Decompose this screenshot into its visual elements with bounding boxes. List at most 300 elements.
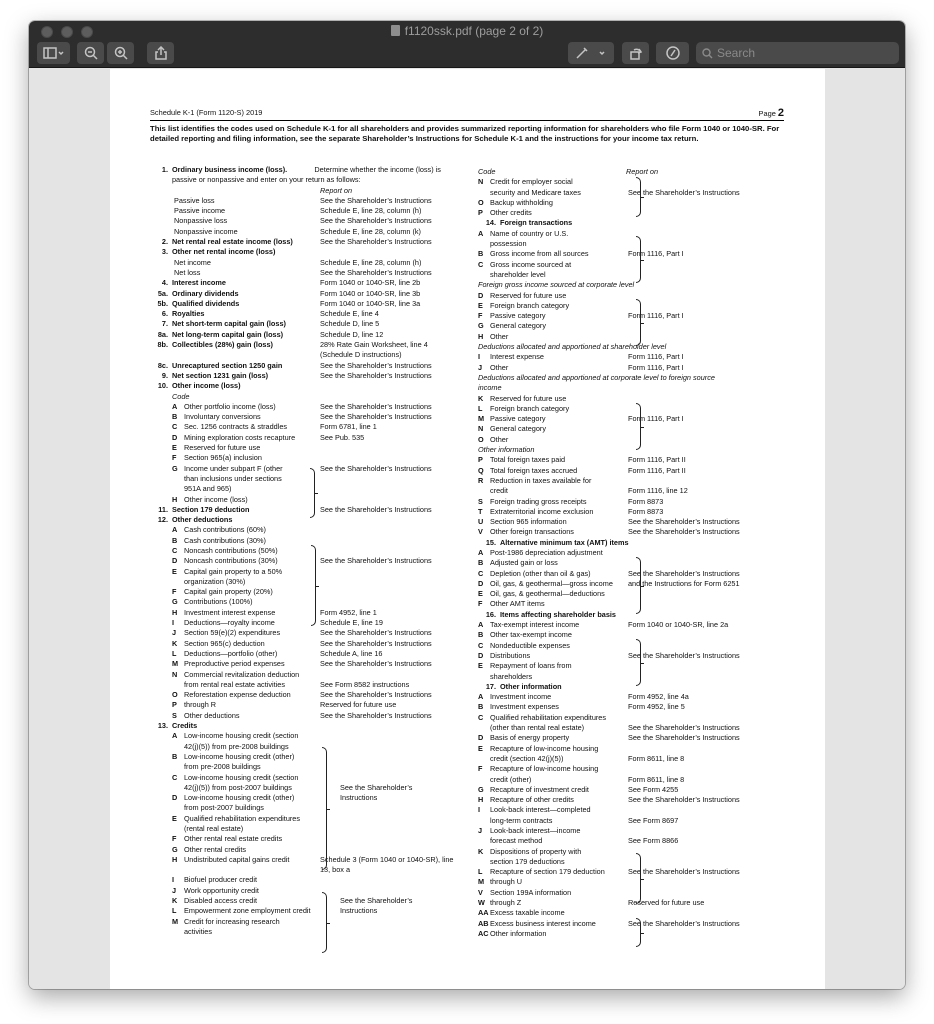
report-on: Form 6781, line 1 bbox=[320, 422, 377, 432]
code-letter: Q bbox=[478, 465, 484, 475]
code-description: from rental real estate activities bbox=[184, 679, 285, 689]
doc-row bbox=[150, 721, 470, 731]
brace bbox=[311, 545, 316, 626]
code-description: from pre-2008 buildings bbox=[184, 762, 261, 772]
code-description: Noncash contributions (30%) bbox=[184, 556, 278, 566]
report-on: See the Shareholder’s Instructions bbox=[320, 638, 432, 648]
subsection-heading: income bbox=[478, 383, 502, 393]
line-heading: Net short-term capital gain (loss) bbox=[172, 319, 286, 329]
report-on: See the Shareholder’s Instructions bbox=[320, 195, 432, 205]
code-description: Disabled access credit bbox=[184, 896, 258, 906]
code-description: Passive category bbox=[490, 311, 546, 321]
doc-row bbox=[150, 536, 470, 546]
page-header bbox=[150, 105, 784, 121]
code-letter: J bbox=[478, 826, 483, 835]
code-letter: H bbox=[172, 854, 178, 864]
doc-row bbox=[150, 587, 470, 597]
item-label: Net loss bbox=[174, 267, 201, 277]
doc-row bbox=[150, 803, 470, 813]
line-number: 14. bbox=[485, 218, 496, 228]
code-letter: H bbox=[478, 795, 484, 805]
code-description: Recapture of investment credit bbox=[490, 784, 589, 794]
pdf-page bbox=[110, 69, 825, 989]
report-on: See Form 4255 bbox=[628, 784, 679, 794]
doc-row bbox=[150, 927, 470, 937]
code-letter: L bbox=[172, 648, 177, 658]
code-letter: O bbox=[478, 434, 484, 444]
doc-row bbox=[478, 723, 798, 733]
code-letter: D bbox=[478, 290, 484, 300]
report-on: See the Shareholder’s Instructions bbox=[320, 267, 432, 277]
code-description: Investment interest expense bbox=[184, 607, 276, 617]
markup-pen-button[interactable] bbox=[568, 42, 614, 64]
code-letter: C bbox=[478, 568, 484, 578]
doc-row bbox=[150, 216, 470, 226]
code-description: Recapture of low-income housing bbox=[490, 743, 599, 753]
doc-row bbox=[150, 649, 470, 659]
report-on: See Form 8582 instructions bbox=[320, 679, 410, 689]
code-letter: V bbox=[478, 887, 483, 897]
code-description: Capital gain property to a 50% bbox=[184, 566, 283, 576]
line-number: 4. bbox=[161, 278, 168, 288]
code-description: than inclusions under sections bbox=[184, 473, 282, 483]
code-description: organization (30%) bbox=[184, 576, 246, 586]
doc-row bbox=[150, 247, 470, 257]
code-description: Other rental real estate credits bbox=[184, 834, 283, 844]
code-description: shareholders bbox=[490, 671, 533, 681]
report-on: See the Shareholder’s Instructions bbox=[320, 659, 432, 669]
report-on-heading: Report on bbox=[626, 167, 659, 176]
line-number: 8c. bbox=[157, 360, 168, 370]
code-description: Undistributed capital gains credit bbox=[184, 854, 290, 864]
subsection-heading: Deductions allocated and apportioned at corporate level to foreign source bbox=[478, 372, 715, 382]
line-heading: Credits bbox=[172, 721, 198, 731]
code-description: Oil, gas, & geothermal—gross income bbox=[490, 578, 613, 588]
doc-row bbox=[478, 167, 798, 177]
doc-row bbox=[150, 299, 470, 309]
code-letter: E bbox=[172, 566, 177, 576]
code-description: Passive category bbox=[490, 414, 546, 424]
doc-row bbox=[150, 845, 470, 855]
report-on: See the Shareholder’s Instructions bbox=[320, 237, 432, 247]
code-description: Other information bbox=[490, 928, 547, 938]
code-letter: R bbox=[478, 475, 484, 485]
code-letter: F bbox=[478, 311, 483, 321]
line-heading: Unrecaptured section 1250 gain bbox=[172, 360, 283, 370]
code-description: Look-back interest—income bbox=[490, 826, 581, 835]
code-description: Total foreign taxes paid bbox=[490, 455, 566, 465]
code-letter: O bbox=[478, 197, 484, 207]
code-description: Credit for increasing research bbox=[184, 916, 280, 926]
search-field[interactable] bbox=[696, 42, 899, 64]
line-heading: Other information bbox=[500, 681, 562, 691]
zoom-in-icon bbox=[114, 46, 128, 60]
code-letter: D bbox=[478, 733, 484, 743]
report-on: See the Shareholder’s Instructions bbox=[628, 918, 740, 928]
report-on: Form 1040 or 1040-SR, line 2b bbox=[320, 278, 421, 288]
code-letter: C bbox=[172, 545, 178, 555]
code-letter: D bbox=[172, 556, 178, 566]
code-description: Reduction in taxes available for bbox=[490, 475, 592, 485]
code-description: Other income (loss) bbox=[184, 494, 248, 504]
report-on: Schedule E, line 19 bbox=[320, 618, 383, 628]
doc-row bbox=[150, 350, 470, 360]
doc-row bbox=[478, 836, 798, 846]
code-description: Section 199A information bbox=[490, 887, 572, 897]
report-on: See Form 8866 bbox=[628, 836, 679, 846]
code-description: General category bbox=[490, 424, 546, 434]
code-description: through Z bbox=[490, 898, 522, 908]
doc-row bbox=[478, 507, 798, 517]
code-letter: L bbox=[478, 403, 483, 413]
form-title: Schedule K-1 (Form 1120-S) 2019 bbox=[150, 108, 263, 118]
doc-row bbox=[150, 206, 470, 216]
doc-row bbox=[150, 752, 470, 762]
code-description: from post-2007 buildings bbox=[184, 803, 264, 813]
code-letter: P bbox=[478, 208, 483, 218]
code-description: forecast method bbox=[490, 836, 543, 846]
code-description: Foreign branch category bbox=[490, 300, 570, 310]
code-description: Qualified rehabilitation expenditures bbox=[184, 813, 301, 823]
code-letter: B bbox=[478, 702, 484, 712]
report-on: See the Shareholder’s Instructions bbox=[628, 187, 740, 197]
report-on: See the Shareholder’s Instructions bbox=[320, 690, 432, 700]
code-letter: D bbox=[172, 793, 178, 803]
document-viewport[interactable] bbox=[29, 69, 905, 989]
doc-row bbox=[478, 497, 798, 507]
code-letter: C bbox=[478, 712, 484, 722]
code-description: 42(j)(5)) from pre-2008 buildings bbox=[184, 741, 289, 751]
code-description: Gross income sourced at bbox=[490, 259, 572, 269]
line-number: 8b. bbox=[157, 340, 168, 350]
zoom-in-button[interactable] bbox=[107, 42, 134, 64]
code-description: Other credits bbox=[490, 208, 532, 218]
doc-row bbox=[478, 816, 798, 826]
code-description: General category bbox=[490, 321, 546, 331]
report-on: See the Shareholder’s Instructions bbox=[628, 795, 740, 805]
code-letter: G bbox=[478, 321, 484, 331]
doc-row bbox=[478, 775, 798, 785]
code-letter: J bbox=[172, 885, 177, 895]
code-description: Contributions (100%) bbox=[184, 597, 253, 607]
report-on: See the Shareholder’s Instructions bbox=[628, 517, 740, 527]
code-description: Adjusted gain or loss bbox=[490, 558, 558, 568]
doc-row bbox=[478, 908, 798, 918]
doc-row bbox=[150, 289, 470, 299]
subsection-heading: Foreign gross income sourced at corporate level bbox=[478, 280, 635, 290]
brace bbox=[322, 747, 327, 870]
code-letter: K bbox=[478, 393, 484, 403]
report-on: See the Shareholder’s Instructions bbox=[628, 867, 740, 877]
code-description: Excess taxable income bbox=[490, 908, 565, 918]
doc-row bbox=[478, 744, 798, 754]
share-icon bbox=[155, 46, 167, 60]
doc-row bbox=[478, 826, 798, 836]
report-on: See the Shareholder’s Instructions bbox=[320, 556, 432, 566]
code-letter: J bbox=[172, 628, 177, 638]
sidebar-icon bbox=[43, 47, 65, 59]
code-description: Recapture of section 179 deduction bbox=[490, 867, 605, 877]
line-description: Determine whether the income (loss) is bbox=[314, 165, 441, 174]
line-number: 12. bbox=[157, 515, 168, 525]
code-description: 951A and 965) bbox=[184, 484, 232, 494]
code-description: Section 59(e)(2) expenditures bbox=[184, 628, 281, 638]
item-label: Net income bbox=[174, 257, 211, 267]
code-description: Oil, gas, & geothermal—deductions bbox=[490, 589, 605, 599]
code-letter: A bbox=[478, 228, 484, 238]
code-letter: E bbox=[478, 743, 483, 753]
code-letter: M bbox=[478, 877, 485, 887]
report-on: See Form 8697 bbox=[628, 815, 679, 825]
doc-row bbox=[150, 762, 470, 772]
code-description: Repayment of loans from bbox=[490, 661, 572, 671]
doc-row bbox=[150, 577, 470, 587]
code-letter: N bbox=[478, 177, 484, 187]
code-description: Income under subpart F (other bbox=[184, 463, 283, 473]
doc-row bbox=[150, 680, 470, 690]
doc-row bbox=[150, 875, 470, 885]
pdf-document-icon bbox=[391, 25, 400, 36]
brace bbox=[310, 468, 315, 518]
doc-row bbox=[150, 175, 470, 185]
doc-row bbox=[150, 309, 470, 319]
doc-row bbox=[150, 237, 470, 247]
line-number: 9. bbox=[161, 370, 168, 380]
code-description: Extraterritorial income exclusion bbox=[490, 506, 594, 516]
left-column bbox=[150, 165, 470, 937]
report-on: Form 1116, line 12 bbox=[628, 486, 688, 496]
brace bbox=[636, 299, 641, 346]
doc-row bbox=[478, 785, 798, 795]
report-on: Schedule E, line 28, column (k) bbox=[320, 226, 421, 236]
line-number: 7. bbox=[161, 319, 168, 329]
code-letter: C bbox=[478, 640, 484, 650]
code-letter: F bbox=[478, 764, 483, 774]
code-description: credit (section 42(j)(5)) bbox=[490, 753, 564, 763]
doc-row bbox=[150, 546, 470, 556]
code-description: Reserved for future use bbox=[490, 393, 567, 403]
doc-row bbox=[150, 227, 470, 237]
item-label: Passive loss bbox=[174, 195, 215, 205]
code-letter: F bbox=[172, 587, 177, 597]
page-number: Page 2 bbox=[758, 107, 784, 120]
doc-row bbox=[478, 733, 798, 743]
code-description: Qualified rehabilitation expenditures bbox=[490, 712, 607, 722]
report-on: See the Shareholder’s Instructions bbox=[320, 360, 432, 370]
line-heading: Net rental real estate income (loss) bbox=[172, 237, 293, 247]
report-on: See the Shareholder’s Instructions bbox=[320, 370, 432, 380]
share-button[interactable] bbox=[147, 42, 174, 64]
line-number: 11. bbox=[158, 504, 168, 514]
code-description: (other than rental real estate) bbox=[490, 723, 585, 733]
report-on: See the Shareholder’s Instructions bbox=[320, 628, 432, 638]
code-description: credit (other) bbox=[490, 774, 532, 784]
report-on: 13, box a bbox=[320, 865, 351, 875]
item-label: Nonpassive income bbox=[174, 226, 238, 236]
code-letter: A bbox=[478, 620, 484, 630]
doc-row bbox=[150, 453, 470, 463]
code-description: Backup withholding bbox=[490, 197, 553, 207]
markup-toolbar-button[interactable] bbox=[656, 42, 689, 64]
doc-row bbox=[478, 713, 798, 723]
doc-row bbox=[150, 783, 470, 793]
report-on: 28% Rate Gain Worksheet, line 4 bbox=[320, 340, 428, 350]
code-description: Interest expense bbox=[490, 352, 544, 362]
report-on: Schedule D, line 12 bbox=[320, 329, 384, 339]
code-description: Reforestation expense deduction bbox=[184, 690, 291, 700]
line-description: passive or nonpassive and enter on your return as follows: bbox=[172, 175, 361, 185]
doc-row bbox=[478, 538, 798, 548]
line-heading: Ordinary dividends bbox=[172, 288, 239, 298]
report-on: See the Shareholder’s Instructions bbox=[320, 463, 432, 473]
code-description: Name of country or U.S. bbox=[490, 228, 569, 238]
doc-row bbox=[150, 422, 470, 432]
code-description: Commercial revitalization deduction bbox=[184, 669, 300, 679]
doc-row bbox=[150, 793, 470, 803]
code-letter: A bbox=[478, 547, 484, 557]
doc-row bbox=[150, 597, 470, 607]
doc-row bbox=[478, 486, 798, 496]
code-letter: O bbox=[172, 690, 178, 700]
report-on: Form 1116, Part I bbox=[628, 352, 684, 362]
rotate-button[interactable] bbox=[622, 42, 649, 64]
code-description: Section 965 information bbox=[490, 517, 567, 527]
code-letter: B bbox=[478, 249, 484, 259]
code-letter: K bbox=[478, 846, 484, 856]
code-letter: H bbox=[172, 607, 178, 617]
report-on: See the Shareholder’s Instructions bbox=[628, 733, 740, 743]
code-description: Reserved for future use bbox=[490, 290, 567, 300]
report-on: Form 1040 or 1040-SR, line 3a bbox=[320, 298, 421, 308]
doc-row bbox=[150, 525, 470, 535]
code-letter: E bbox=[172, 813, 177, 823]
line-heading: Net section 1231 gain (loss) bbox=[172, 370, 269, 380]
report-on: Form 4952, line 5 bbox=[628, 702, 685, 712]
line-heading: Foreign transactions bbox=[500, 218, 573, 228]
zoom-out-button[interactable] bbox=[77, 42, 104, 64]
code-description: Other portfolio income (loss) bbox=[184, 401, 276, 411]
code-letter: I bbox=[478, 352, 481, 362]
code-letter: A bbox=[172, 401, 178, 411]
line-heading: Royalties bbox=[172, 309, 205, 319]
code-letter: B bbox=[478, 630, 484, 640]
report-on-heading: Report on bbox=[320, 185, 353, 195]
code-description: Dispositions of property with bbox=[490, 846, 582, 856]
doc-row bbox=[478, 466, 798, 476]
report-on: Form 1116, Part I bbox=[628, 249, 684, 259]
code-description: through R bbox=[184, 700, 217, 710]
code-letter: M bbox=[172, 916, 179, 926]
code-description: Other bbox=[490, 331, 509, 341]
report-on: See the Shareholder’s Instructions bbox=[628, 723, 740, 733]
intro-paragraph: This list identifies the codes used on Schedule K-1 for all shareholders and provides summarized reporting information for shareholders who file Form 1040 or 1040-SR. For detailed reporting and filing information, see the separate Shareholder’s Instructions for Schedule K-1 and the instructions for your income tax return. bbox=[150, 124, 780, 143]
brace bbox=[636, 177, 641, 217]
doc-row bbox=[478, 527, 798, 537]
brace bbox=[636, 557, 641, 614]
doc-row bbox=[150, 690, 470, 700]
sidebar-toggle-button[interactable] bbox=[37, 42, 70, 64]
report-on: See the Shareholder’s Instructions bbox=[320, 401, 432, 411]
code-letter: K bbox=[172, 638, 178, 648]
doc-row bbox=[150, 886, 470, 896]
code-description: through U bbox=[490, 877, 523, 887]
code-description: Basis of energy property bbox=[490, 733, 570, 743]
code-description: Other AMT items bbox=[490, 599, 545, 609]
markup-icon bbox=[666, 46, 680, 60]
report-on: See the Shareholder’s Instructions bbox=[320, 216, 432, 226]
doc-row bbox=[150, 906, 470, 916]
brace bbox=[636, 853, 641, 904]
code-letter: I bbox=[172, 618, 175, 628]
code-description: Deductions—royalty income bbox=[184, 618, 275, 628]
doc-row bbox=[478, 517, 798, 527]
report-on: See the Shareholder’s Instructions bbox=[628, 527, 740, 537]
code-letter: G bbox=[172, 844, 178, 854]
report-on: Reserved for future use bbox=[320, 700, 397, 710]
code-description: Excess business interest income bbox=[490, 918, 596, 928]
doc-row bbox=[478, 754, 798, 764]
doc-row bbox=[150, 834, 470, 844]
code-letter: E bbox=[478, 589, 483, 599]
code-description: 42(j)(5)) from post-2007 buildings bbox=[184, 782, 292, 792]
code-description: Post-1986 depreciation adjustment bbox=[490, 547, 603, 557]
code-letter: B bbox=[172, 535, 178, 545]
report-on: Form 8611, line 8 bbox=[628, 753, 685, 763]
code-heading: Code bbox=[478, 167, 496, 176]
report-on: Form 8873 bbox=[628, 496, 664, 506]
code-description: Foreign trading gross receipts bbox=[490, 496, 587, 506]
search-input[interactable] bbox=[717, 46, 887, 60]
code-letter: C bbox=[478, 259, 484, 269]
doc-row bbox=[150, 330, 470, 340]
report-on: See the Shareholder’s Instructions bbox=[320, 710, 432, 720]
doc-row bbox=[478, 455, 798, 465]
line-heading: Other deductions bbox=[172, 515, 233, 525]
doc-row bbox=[150, 412, 470, 422]
doc-row bbox=[478, 394, 798, 404]
code-letter: I bbox=[172, 875, 175, 885]
code-letter: P bbox=[478, 455, 483, 465]
item-label: Passive income bbox=[174, 206, 226, 216]
window-title: f1120ssk.pdf (page 2 of 2) bbox=[29, 24, 905, 38]
doc-row bbox=[150, 567, 470, 577]
code-description: Mining exploration costs recapture bbox=[184, 432, 296, 442]
brace bbox=[636, 236, 641, 283]
report-on: Schedule D, line 5 bbox=[320, 319, 380, 329]
report-on: See the Shareholder’s bbox=[340, 782, 413, 792]
code-description: Look-back interest—completed bbox=[490, 805, 591, 815]
report-on: Form 1116, Part II bbox=[628, 455, 686, 465]
code-description: shareholder level bbox=[490, 269, 546, 279]
brace bbox=[636, 918, 641, 947]
doc-row bbox=[150, 608, 470, 618]
code-description: possession bbox=[490, 239, 527, 249]
code-description: Noncash contributions (50%) bbox=[184, 545, 278, 555]
code-letter: D bbox=[478, 650, 484, 660]
report-on: See the Shareholder’s Instructions bbox=[320, 504, 432, 514]
code-letter: G bbox=[172, 463, 178, 473]
code-letter: C bbox=[172, 422, 178, 432]
code-letter: B bbox=[172, 751, 178, 761]
report-on: Form 1116, Part II bbox=[628, 465, 686, 475]
code-description: (rental real estate) bbox=[184, 824, 244, 833]
doc-row bbox=[478, 764, 798, 774]
code-description: Foreign branch category bbox=[490, 403, 570, 413]
line-number: 3. bbox=[161, 247, 168, 257]
code-description: Total foreign taxes accrued bbox=[490, 465, 578, 475]
code-description: Involuntary conversions bbox=[184, 412, 261, 422]
code-description: Other bbox=[490, 362, 509, 372]
